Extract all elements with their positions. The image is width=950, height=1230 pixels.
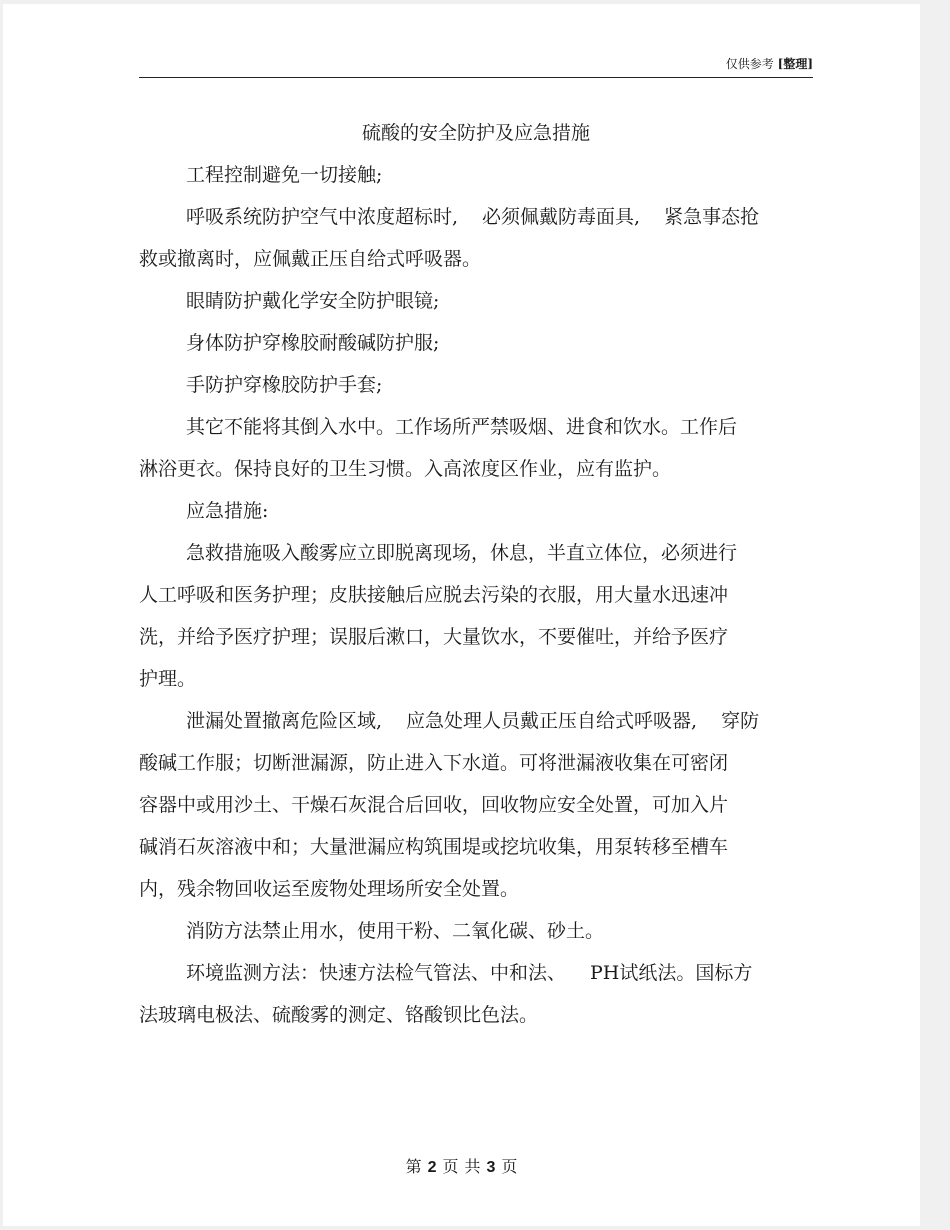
text-line: 工程控制避免一切接触; xyxy=(186,164,383,186)
text-segment: 紧急事态抢 xyxy=(664,206,760,228)
text-line: 酸碱工作服；切断泄漏源，防止进入下水道。可将泄漏液收集在可密闭 xyxy=(139,752,729,774)
document-title: 硫酸的安全防护及应急措施 xyxy=(361,122,590,144)
page-footer xyxy=(3,1156,920,1179)
page-header xyxy=(139,56,813,72)
text-segment: PH试纸法。国标方 xyxy=(590,962,753,984)
text-segment: 应急处理人员戴正压自给式呼吸器, xyxy=(406,710,698,732)
text-line: 内，残余物回收运至废物处理场所安全处置。 xyxy=(139,878,520,900)
text-line: 急救措施吸入酸雾应立即脱离现场，休息，半直立体位，必须进行 xyxy=(186,542,738,564)
text-line xyxy=(139,952,813,994)
text-line: 淋浴更衣。保持良好的卫生习惯。入高浓度区作业，应有监护。 xyxy=(139,458,672,480)
text-line: 救或撤离时，应佩戴正压自给式呼吸器。 xyxy=(139,248,482,270)
footer-prefix: 第 xyxy=(405,1157,422,1176)
text-segment: 必须佩戴防毒面具, xyxy=(482,206,641,228)
text-line: 法玻璃电极法、硫酸雾的测定、铬酸钡比色法。 xyxy=(139,1004,539,1026)
text-line xyxy=(139,196,813,238)
header-note: 仅供参考 xyxy=(725,57,774,71)
total-pages: 3 xyxy=(486,1159,496,1176)
document-body xyxy=(139,154,813,1036)
text-line xyxy=(139,700,813,742)
text-line: 应急措施: xyxy=(186,500,269,522)
text-segment: 泄漏处置撤离危险区域, xyxy=(186,710,383,732)
document-page xyxy=(3,4,920,1226)
text-segment: 穿防 xyxy=(721,710,760,732)
page-number: 2 xyxy=(427,1159,437,1176)
header-tag: [整理] xyxy=(777,57,813,71)
text-line: 容器中或用沙土、干燥石灰混合后回收，回收物应安全处置，可加入片 xyxy=(139,794,729,816)
text-segment: 环境监测方法：快速方法检气管法、中和法、 xyxy=(186,962,567,984)
footer-total-word: 共 xyxy=(464,1157,481,1176)
footer-suffix: 页 xyxy=(501,1157,518,1176)
footer-page-word: 页 xyxy=(442,1157,459,1176)
header-rule xyxy=(139,77,813,78)
text-line: 手防护穿橡胶防护手套; xyxy=(186,374,383,396)
text-line: 碱消石灰溶液中和；大量泄漏应构筑围堤或挖坑收集，用泵转移至槽车 xyxy=(139,836,729,858)
text-segment: 呼吸系统防护空气中浓度超标时, xyxy=(186,206,459,228)
text-line: 护理。 xyxy=(139,668,197,690)
text-line: 身体防护穿橡胶耐酸碱防护服; xyxy=(186,332,440,354)
text-line: 人工呼吸和医务护理；皮肤接触后应脱去污染的衣服，用大量水迅速冲 xyxy=(139,584,729,606)
text-line: 消防方法禁止用水，使用干粉、二氧化碳、砂土。 xyxy=(186,920,605,942)
text-line: 洗，并给予医疗护理；误服后漱口，大量饮水，不要催吐，并给予医疗 xyxy=(139,626,729,648)
text-line: 眼睛防护戴化学安全防护眼镜; xyxy=(186,290,440,312)
text-line: 其它不能将其倒入水中。工作场所严禁吸烟、进食和饮水。工作后 xyxy=(186,416,738,438)
